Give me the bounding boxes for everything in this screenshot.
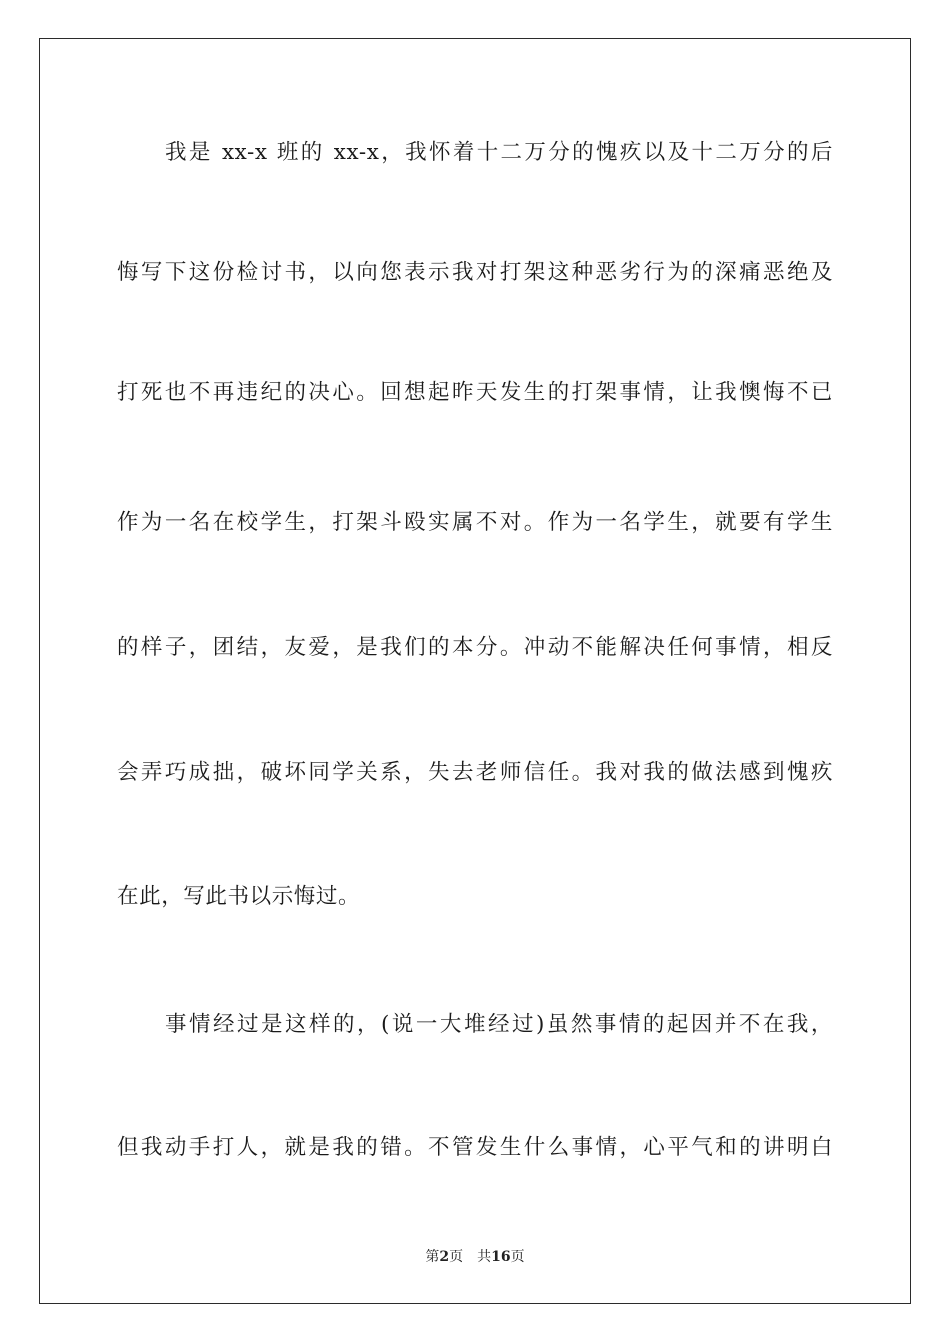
page-footer	[0, 1247, 950, 1267]
page-number-suffix: 页	[449, 1249, 464, 1265]
body-text-line: 悔写下这份检讨书，以向您表示我对打架这种恶劣行为的深痛恶绝及	[117, 260, 833, 285]
body-text-line: 的样子，团结，友爱，是我们的本分。冲动不能解决任何事情，相反	[117, 635, 833, 660]
body-text-line: 我是 xx-x 班的 xx-x，我怀着十二万分的愧疚以及十二万分的后	[165, 140, 833, 165]
page-number-total: 16	[491, 1249, 511, 1265]
page-frame	[39, 38, 911, 1304]
body-text-line: 会弄巧成拙，破坏同学关系，失去老师信任。我对我的做法感到愧疚	[117, 760, 833, 785]
body-text-line: 事情经过是这样的，(说一大堆经过)虽然事情的起因并不在我，	[165, 1012, 833, 1037]
page-total-prefix: 共	[477, 1249, 492, 1265]
body-text-line: 作为一名在校学生，打架斗殴实属不对。作为一名学生，就要有学生	[117, 510, 833, 535]
page-number-current: 2	[439, 1249, 450, 1265]
body-text-line: 打死也不再违纪的决心。回想起昨天发生的打架事情，让我懊悔不已	[117, 380, 833, 405]
body-text-line: 但我动手打人，就是我的错。不管发生什么事情，心平气和的讲明白	[117, 1135, 833, 1160]
page-total-suffix: 页	[510, 1249, 525, 1265]
page-number-prefix: 第	[425, 1249, 440, 1265]
body-text-line: 在此，写此书以示悔过。	[117, 884, 361, 909]
